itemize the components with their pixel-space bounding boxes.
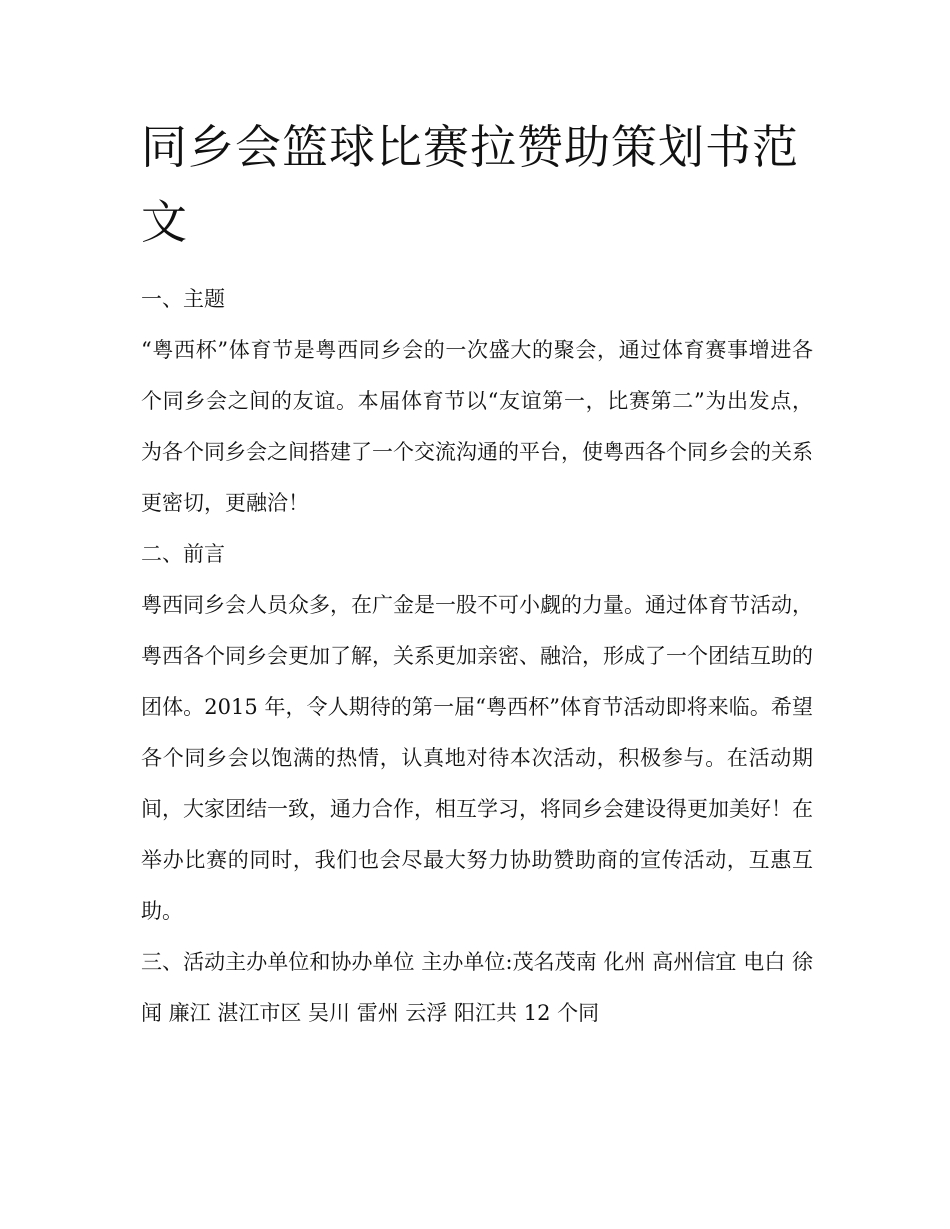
section-heading-preface: 二、前言 (141, 542, 225, 566)
section-theme (141, 274, 813, 529)
section-heading-organizers: 三、活动主办单位和协办单位 主办单位:茂名茂南 化州 高州信宜 电白 徐闻 廉江 湛江市区 吴川 雷州 云浮 阳江共 12 个同 (141, 950, 813, 1025)
section-preface (141, 529, 813, 937)
section-heading-theme: 一、主题 (141, 287, 225, 311)
document-title: 同乡会篮球比赛拉赞助策划书范文 (141, 120, 799, 249)
document-content (141, 110, 813, 1039)
section-body-preface: 粤西同乡会人员众多，在广金是一股不可小觑的力量。通过体育节活动，粤西各个同乡会更加了解，关系更加亲密、融洽，形成了一个团结互助的团体。2015 年，令人期待的第一届“粤西杯”体育节活动即将来临。希望各个同乡会以饱满的热情，认真地对待本次活动，积极参与。在活动期间，大家团结一致，通力合作，相互学习，将同乡会建设得更加美好！在举办比赛的同时，我们也会尽最大努力协助赞助商的宣传活动，互惠互助。 (141, 593, 813, 923)
section-body-theme: “粤西杯”体育节是粤西同乡会的一次盛大的聚会，通过体育赛事增进各个同乡会之间的友谊。本届体育节以“友谊第一，比赛第二”为出发点，为各个同乡会之间搭建了一个交流沟通的平台，使粤西各个同乡会的关系更密切，更融洽！ (141, 338, 813, 515)
section-organizers (141, 937, 813, 1039)
